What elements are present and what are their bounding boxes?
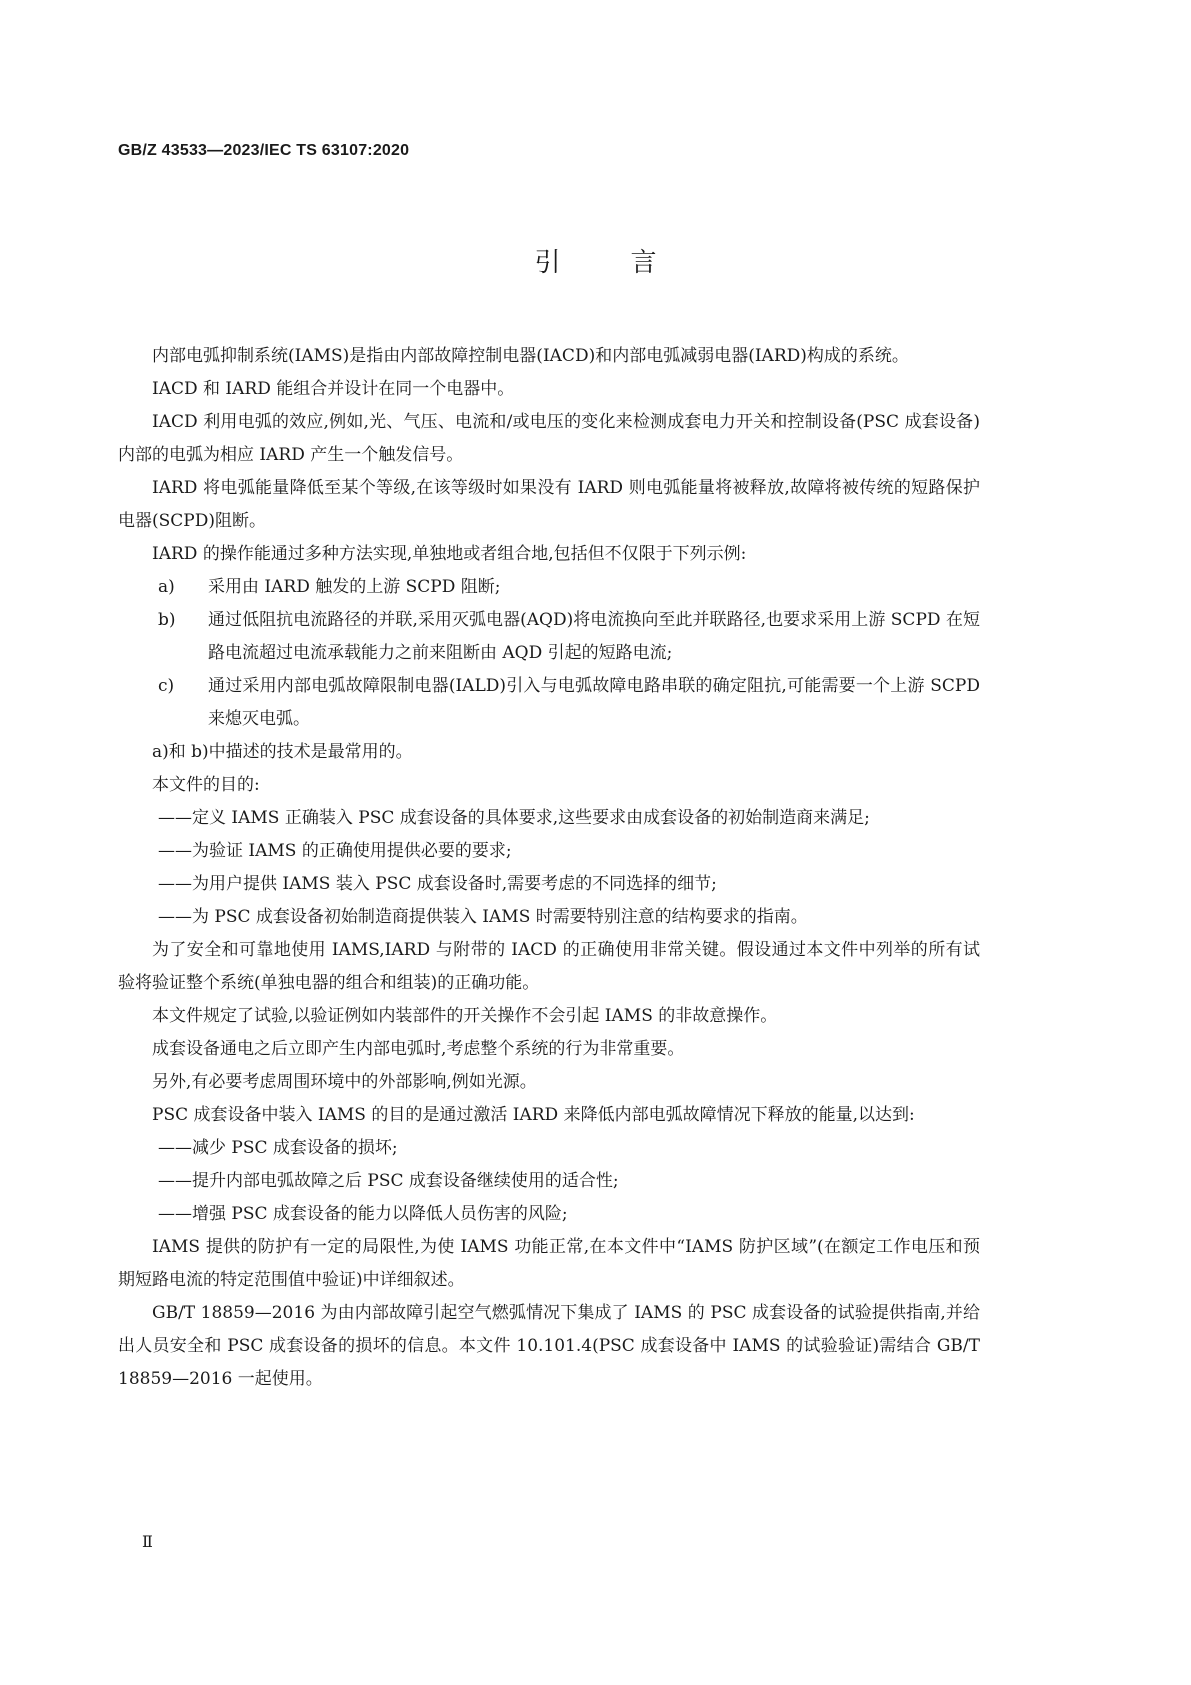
document-id-header: GB/Z 43533—2023/IEC TS 63107:2020 (118, 142, 410, 159)
paragraph-iard-methods: IARD 的操作能通过多种方法实现,单独地或者组合地,包括但不仅限于下列示例: (152, 544, 747, 564)
list-text: 通过采用内部电弧故障限制电器(IALD)引入与电弧故障电路串联的确定阻抗,可能需要一个上游 SCPD 来熄灭电弧。 (208, 676, 980, 729)
paragraph-iams-goal: PSC 成套设备中装入 IAMS 的目的是通过激活 IARD 来降低内部电弧故障情况下释放的能量,以达到: (152, 1105, 915, 1125)
purpose-item: ——为用户提供 IAMS 装入 PSC 成套设备时,需要考虑的不同选择的细节; (158, 874, 717, 894)
paragraph-energizing-behaviour: 成套设备通电之后立即产生内部电弧时,考虑整个系统的行为非常重要。 (152, 1039, 685, 1059)
list-item (118, 604, 980, 670)
paragraph-iard-function: IARD 将电弧能量降低至某个等级,在该等级时如果没有 IARD 则电弧能量将被释放,故障将被传统的短路保护电器(SCPD)阻断。 (118, 478, 980, 531)
page-title: 引言 (534, 248, 727, 278)
list-marker: b) (158, 610, 176, 630)
paragraph-safety-reliability: 为了安全和可靠地使用 IAMS,IARD 与附带的 IACD 的正确使用非常关键。假设通过本文件中列举的所有试验将验证整个系统(单独电器的组合和组装)的正确功能。 (118, 940, 980, 993)
goal-item: ——增强 PSC 成套设备的能力以降低人员伤害的风险; (158, 1204, 568, 1224)
list-item (118, 571, 980, 604)
list-marker: a) (158, 577, 175, 597)
paragraph-iacd-function: IACD 利用电弧的效应,例如,光、气压、电流和/或电压的变化来检测成套电力开关和控制设备(PSC 成套设备)内部的电弧为相应 IARD 产生一个触发信号。 (118, 412, 980, 465)
goal-item: ——提升内部电弧故障之后 PSC 成套设备继续使用的适合性; (158, 1171, 619, 1191)
list-item (118, 670, 980, 736)
purpose-item: ——定义 IAMS 正确装入 PSC 成套设备的具体要求,这些要求由成套设备的初始制造商来满足; (158, 808, 870, 828)
list-text: 通过低阻抗电流路径的并联,采用灭弧电器(AQD)将电流换向至此并联路径,也要求采用上游 SCPD 在短路电流超过电流承载能力之前来阻断由 AQD 引起的短路电流; (208, 610, 980, 663)
goal-item: ——减少 PSC 成套设备的损坏; (158, 1138, 398, 1158)
paragraph-protection-zone: IAMS 提供的防护有一定的局限性,为使 IAMS 功能正常,在本文件中“IAMS 防护区域”(在额定工作电压和预期短路电流的特定范围值中验证)中详细叙述。 (118, 1237, 980, 1290)
paragraph-iacd-iard-combination: IACD 和 IARD 能组合并设计在同一个电器中。 (152, 379, 515, 399)
paragraph-document-purpose: 本文件的目的: (152, 775, 260, 795)
document-body (118, 340, 980, 1396)
purpose-item: ——为 PSC 成套设备初始制造商提供装入 IAMS 时需要特别注意的结构要求的指南。 (158, 907, 808, 927)
paragraph-external-influence: 另外,有必要考虑周围环境中的外部影响,例如光源。 (152, 1072, 537, 1092)
purpose-item: ——为验证 IAMS 的正确使用提供必要的要求; (158, 841, 512, 861)
paragraph-iams-definition: 内部电弧抑制系统(IAMS)是指由内部故障控制电器(IACD)和内部电弧减弱电器(IARD)构成的系统。 (152, 346, 909, 366)
paragraph-unintended-operation: 本文件规定了试验,以验证例如内装部件的开关操作不会引起 IAMS 的非故意操作。 (152, 1006, 778, 1026)
list-text: 采用由 IARD 触发的上游 SCPD 阻断; (208, 577, 501, 597)
page-number: Ⅱ (142, 1532, 153, 1551)
paragraph-common-techniques: a)和 b)中描述的技术是最常用的。 (152, 742, 413, 762)
paragraph-test-guidance: GB/T 18859—2016 为由内部故障引起空气燃弧情况下集成了 IAMS 的 PSC 成套设备的试验提供指南,并给出人员安全和 PSC 成套设备的损坏的信息。本文件 10.101.4(PSC 成套设备中 IAMS 的试验验证)需结合 GB/T 18859—2016 一起使用。 (118, 1303, 980, 1389)
list-marker: c) (158, 676, 175, 696)
